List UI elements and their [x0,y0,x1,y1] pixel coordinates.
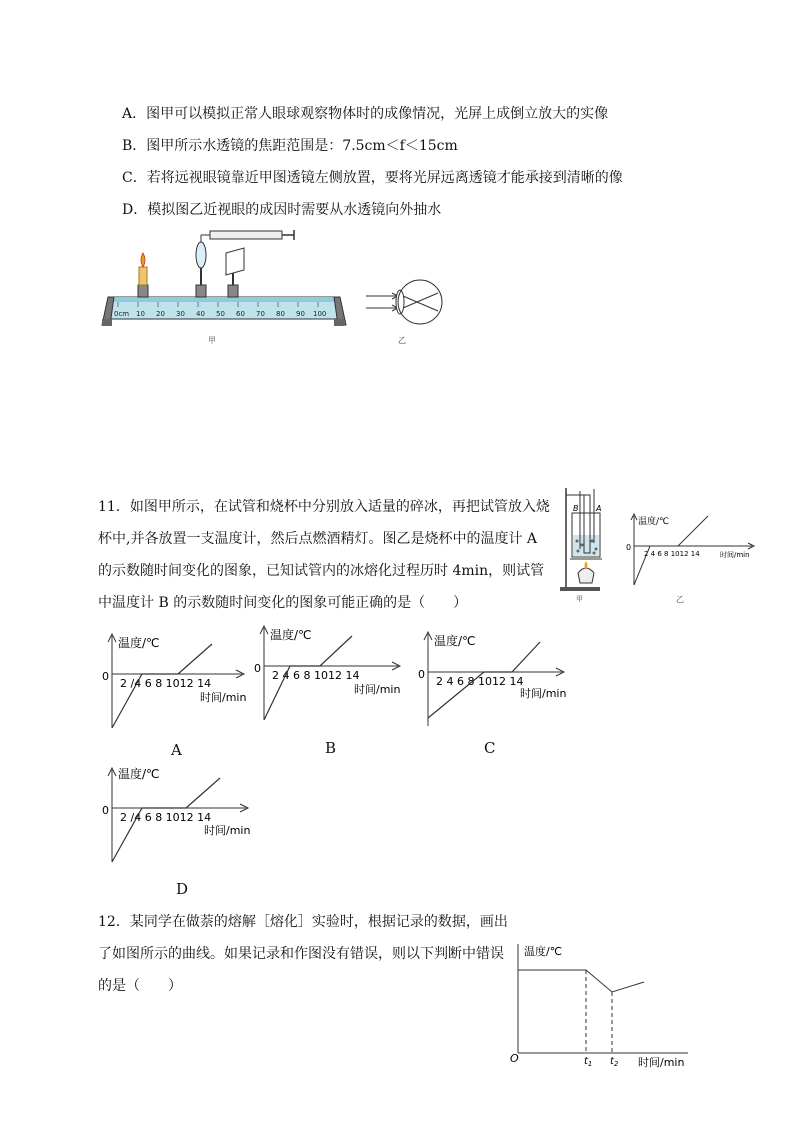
zero-label: 0 [254,662,261,675]
origin-label: O [510,1052,519,1065]
x-ticks: 2 /4 6 8 1012 14 [120,811,212,824]
zero-label: 0 [102,804,109,817]
q10-option-d: D．模拟图乙近视眼的成因时需要从水透镜向外抽水 [122,202,442,218]
zero-label: 0 [418,668,425,681]
water-lens-icon [196,235,210,297]
q12-line-2: 了如图所示的曲线。如果记录和作图没有错误，则以下判断中错误 [98,946,504,962]
ruler-tick: 60 [236,310,245,318]
x-axis-label: 时间/min [520,687,567,700]
ruler-tick: 0cm [114,310,130,318]
ruler-tick: 20 [156,310,165,318]
choice-graph-d[interactable] [96,766,261,866]
label-a: A [596,504,602,513]
t2-label: $t_2$ [610,1056,619,1068]
q11-graph-yi [624,510,764,605]
t1-label: $t_1$ [584,1056,593,1068]
choice-graph-c[interactable] [412,630,577,730]
label-jia: 甲 [208,336,216,345]
q12-line-1: 12．某同学在做萘的熔解［熔化］实验时，根据记录的数据，画出 [98,914,508,930]
x-ticks: 2 /4 6 8 1012 14 [120,677,212,690]
q10-option-a: A．图甲可以模拟正常人眼球观察物体时的成像情况，光屏上成倒立放大的实像 [122,106,609,122]
q12-graph [508,940,698,1072]
y-axis-label: 温度/℃ [434,634,476,648]
zero-label: 0 [102,670,109,683]
ruler-tick: 90 [296,310,305,318]
ruler-tick: 50 [216,310,225,318]
label-b: B [573,504,579,513]
x-axis-label: 时间/min [720,551,750,559]
x-axis-label: 时间/min [638,1056,685,1069]
light-screen-icon [226,248,244,297]
q10-option-c: C．若将远视眼镜靠近甲图透镜左侧放置，要将光屏远离透镜才能承接到清晰的像 [122,170,623,186]
label-yi: 乙 [676,595,684,604]
choice-label-b[interactable]: B [325,739,337,757]
choice-graph-a[interactable] [96,632,256,732]
ruler-tick: 70 [256,310,265,318]
x-axis-label: 时间/min [204,824,251,837]
y-axis-label: 温度/℃ [270,628,312,642]
y-axis-label: 温度/℃ [118,767,160,781]
label-jia: 甲 [576,595,583,603]
q10-figure [98,225,458,350]
syringe-icon [210,230,294,240]
choice-label-d[interactable]: D [176,880,189,898]
q11-apparatus-figure [556,483,606,603]
q11-line-2: 杯中,并各放置一支温度计，然后点燃酒精灯。图乙是烧杯中的温度计 A [98,531,538,547]
x-ticks: 2 4 6 8 1012 14 [272,669,360,682]
zero-label: 0 [626,543,632,552]
label-yi: 乙 [398,336,406,345]
q10-option-b: B．图甲所示水透镜的焦距范围是：7.5cm＜f＜15cm [122,138,458,154]
q11-line-1: 11．如图甲所示，在试管和烧杯中分别放入适量的碎冰，再把试管放入烧 [98,499,550,515]
x-axis-label: 时间/min [200,691,247,704]
ruler-tick: 80 [276,310,285,318]
q11-line-4: 中温度计 B 的示数随时间变化的图象可能正确的是（ ） [98,595,468,611]
ruler-tick: 100 [313,310,327,318]
x-ticks: 2 4 6 8 1012 14 [644,550,700,558]
y-axis-label: 温度/℃ [524,945,563,958]
ruler-tick: 10 [136,310,145,318]
choice-label-a[interactable]: A [171,741,182,759]
q11-line-3: 的示数随时间变化的图象，已知试管内的冰熔化过程历时 4min，则试管 [98,563,545,579]
y-axis-label: 温度/℃ [118,636,160,650]
y-axis-label: 温度/℃ [638,517,670,527]
eye-diagram [366,280,442,324]
candle-icon [138,253,148,297]
choice-graph-b[interactable] [248,624,413,724]
ruler-tick: 30 [176,310,185,318]
x-ticks: 2 4 6 8 1012 14 [436,675,524,688]
x-axis-label: 时间/min [354,683,401,696]
choice-label-c[interactable]: C [484,739,496,757]
ruler-tick: 40 [196,310,205,318]
q12-line-3: 的是（ ） [98,978,182,994]
